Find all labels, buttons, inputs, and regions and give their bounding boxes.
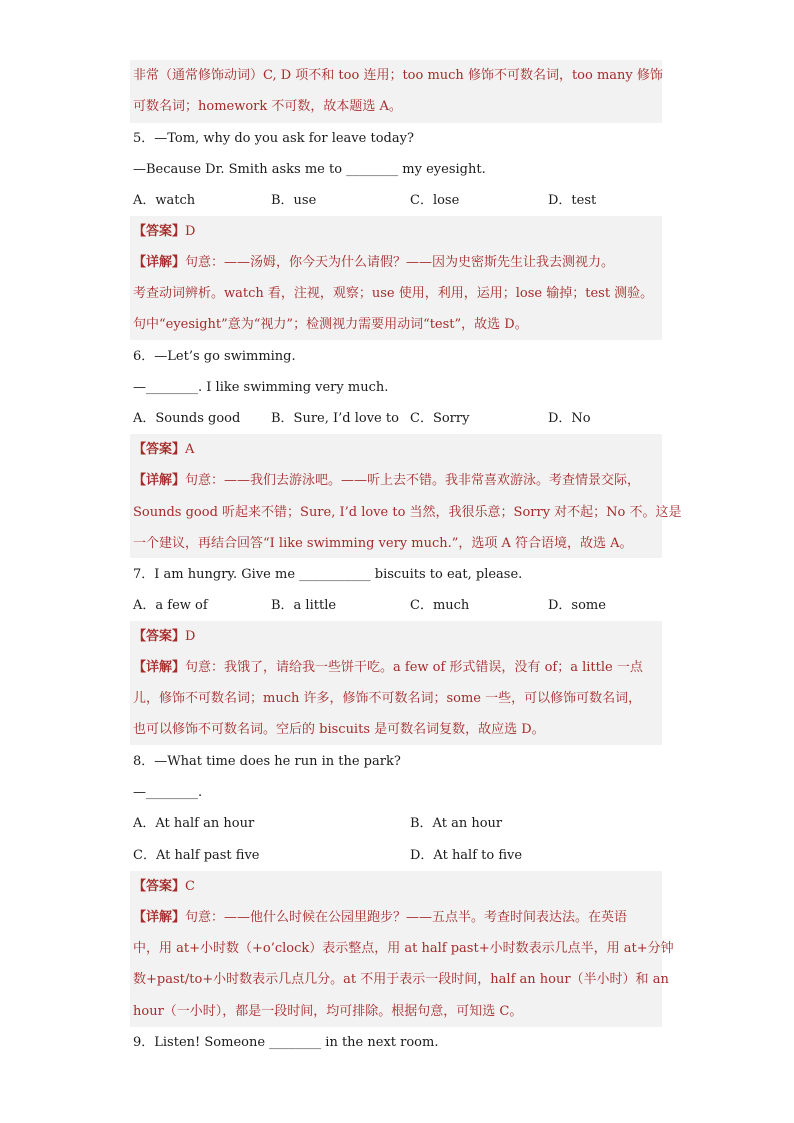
q5-option-c: C．lose bbox=[410, 193, 460, 208]
q6-detail-line1 bbox=[133, 472, 640, 490]
q8-answer-line bbox=[133, 878, 195, 896]
answer-value: D bbox=[185, 224, 196, 239]
q4-detail-line1: 非常（通常修饰动词）C, D 项不和 too 连用；too much 修饰不可数名词，too many 修饰 bbox=[133, 68, 663, 83]
q7-detail-line1 bbox=[133, 659, 643, 677]
q4-detail-line2: 可数名词；homework 不可数，故本题选 A。 bbox=[133, 99, 402, 114]
q5-detail-line3: 句中“eyesight”意为“视力”；检测视力需要用动词“test”，故选 D。 bbox=[133, 317, 528, 332]
q8-stem-line2: —________. bbox=[133, 785, 203, 800]
q5-option-d: D．test bbox=[548, 193, 597, 208]
answer-value: A bbox=[185, 442, 195, 457]
q6-stem-line2: —________. I like swimming very much. bbox=[133, 380, 389, 395]
detail-tag: 【详解】 bbox=[133, 473, 186, 488]
q6-option-d: D．No bbox=[548, 411, 591, 426]
answer-tag: 【答案】 bbox=[133, 442, 186, 457]
detail-text: 句意：——汤姆，你今天为什么请假？——因为史密斯先生让我去测视力。 bbox=[185, 255, 615, 270]
answer-value: C bbox=[185, 879, 195, 894]
q5-detail-line2: 考查动词辨析。watch 看，注视，观察；use 使用，利用，运用；lose 输掉；test 测验。 bbox=[133, 286, 654, 301]
detail-text: 句意：我饿了，请给我一些饼干吃。a few of 形式错误，没有 of；a little 一点 bbox=[185, 660, 643, 675]
detail-text: 句意：——我们去游泳吧。——听上去不错。我非常喜欢游泳。考查情景交际， bbox=[185, 473, 641, 488]
detail-text: 句意：——他什么时候在公园里跑步？——五点半。考查时间表达法。在英语 bbox=[185, 910, 628, 925]
q5-option-a: A．watch bbox=[133, 193, 196, 208]
q8-detail-line1 bbox=[133, 909, 627, 927]
detail-tag: 【详解】 bbox=[133, 660, 186, 675]
q8-detail-line2: 中，用 at+小时数（+o’clock）表示整点，用 at half past+小时数表示几点半，用 at+分钟 bbox=[133, 941, 674, 956]
q6-answer-line bbox=[133, 441, 194, 459]
q6-option-a: A．Sounds good bbox=[133, 411, 241, 426]
q7-option-a: A．a few of bbox=[133, 598, 208, 613]
q5-answer-line bbox=[133, 223, 195, 241]
q8-option-d: D．At half to five bbox=[410, 848, 523, 863]
q7-stem-line1: 7．I am hungry. Give me ___________ biscuits to eat, please. bbox=[133, 567, 523, 582]
q7-option-b: B．a little bbox=[271, 598, 337, 613]
q6-detail-line2: Sounds good 听起来不错；Sure, I’d love to 当然，我很乐意；Sorry 对不起；No 不。这是 bbox=[133, 505, 682, 520]
detail-tag: 【详解】 bbox=[133, 255, 186, 270]
q8-detail-line4: hour（一小时），都是一段时间，均可排除。根据句意，可知选 C。 bbox=[133, 1004, 523, 1019]
q5-option-b: B．use bbox=[271, 193, 317, 208]
q8-option-a: A．At half an hour bbox=[133, 816, 255, 831]
answer-tag: 【答案】 bbox=[133, 879, 186, 894]
q6-option-b: B．Sure, I’d love to bbox=[271, 411, 399, 426]
q6-stem-line1: 6．—Let’s go swimming. bbox=[133, 349, 296, 364]
q8-detail-line3: 数+past/to+小时数表示几点几分。at 不用于表示一段时间，half an hour（半小时）和 an bbox=[133, 972, 669, 987]
answer-value: D bbox=[185, 629, 196, 644]
detail-tag: 【详解】 bbox=[133, 910, 186, 925]
answer-tag: 【答案】 bbox=[133, 629, 186, 644]
q7-answer-line bbox=[133, 628, 195, 646]
q9-stem-line1: 9．Listen! Someone ________ in the next room. bbox=[133, 1035, 439, 1050]
q8-option-c: C．At half past five bbox=[133, 848, 260, 863]
q6-detail-line3: 一个建议，再结合回答“I like swimming very much.”，选项 A 符合语境，故选 A。 bbox=[133, 536, 633, 551]
q8-stem-line1: 8．—What time does he run in the park? bbox=[133, 754, 401, 769]
q5-stem-line1: 5．—Tom, why do you ask for leave today? bbox=[133, 131, 414, 146]
q6-option-c: C．Sorry bbox=[410, 411, 470, 426]
q7-detail-line2: 儿，修饰不可数名词；much 许多，修饰不可数名词；some 一些，可以修饰可数名词， bbox=[133, 691, 642, 706]
q8-option-b: B．At an hour bbox=[410, 816, 503, 831]
answer-tag: 【答案】 bbox=[133, 224, 186, 239]
q7-option-d: D．some bbox=[548, 598, 606, 613]
q5-stem-line2: —Because Dr. Smith asks me to ________ my eyesight. bbox=[133, 162, 486, 177]
q5-detail-line1 bbox=[133, 254, 614, 272]
q7-detail-line3: 也可以修饰不可数名词。空后的 biscuits 是可数名词复数，故应选 D。 bbox=[133, 722, 545, 737]
q7-option-c: C．much bbox=[410, 598, 470, 613]
